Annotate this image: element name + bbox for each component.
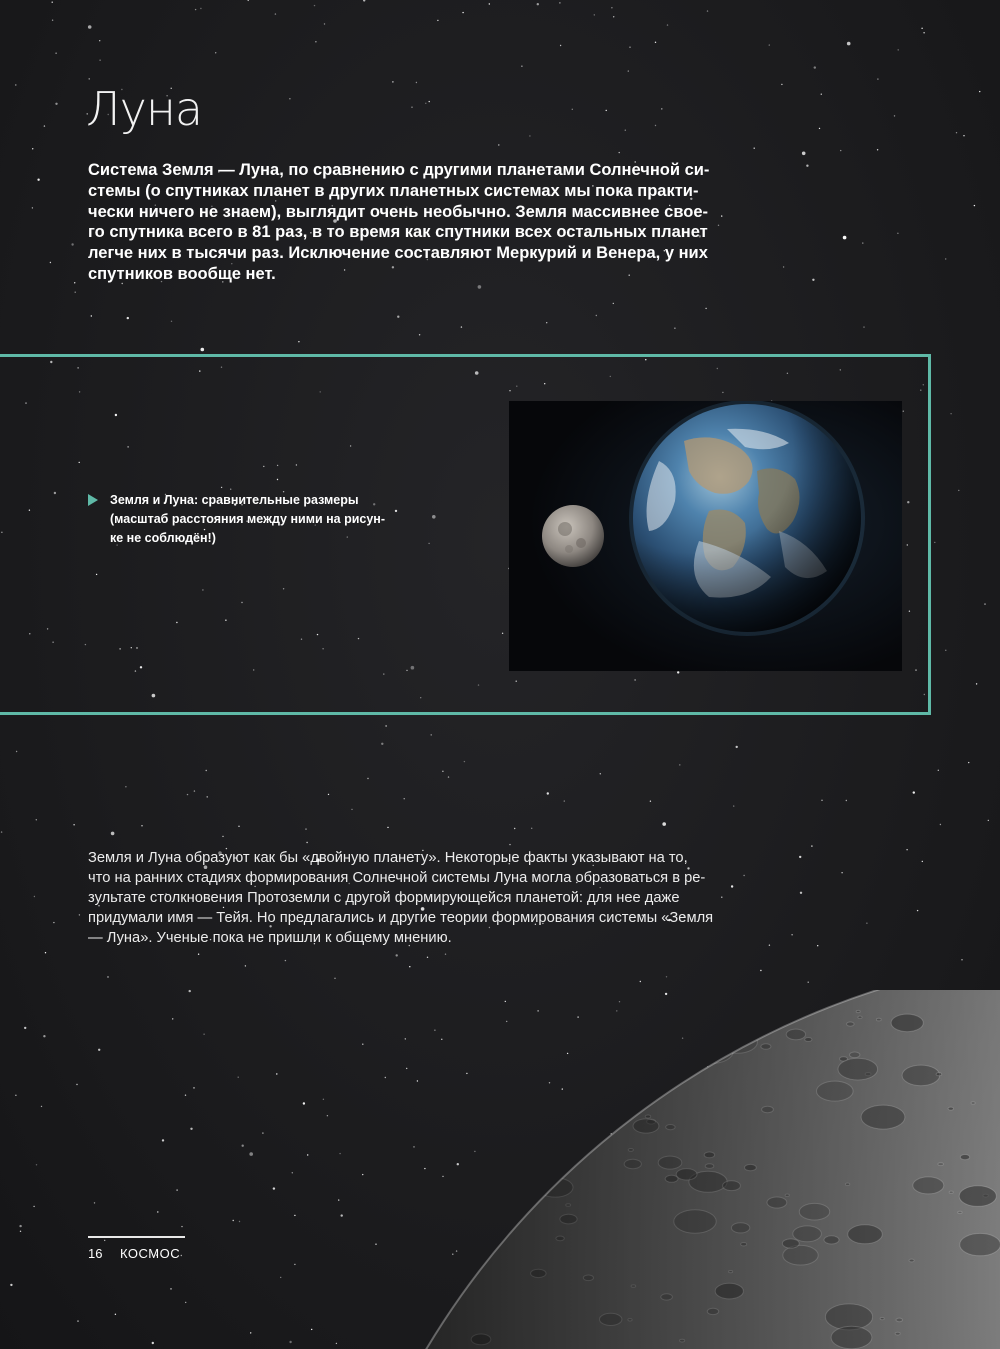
triangle-marker-icon — [88, 494, 98, 506]
intro-line: го спутника всего в 81 раз, в то время как спутники всех остальных планет — [88, 223, 708, 242]
body-paragraph — [88, 848, 800, 948]
earth-moon-image — [509, 401, 902, 671]
intro-line: спутников вообще нет. — [88, 264, 276, 283]
footer-rule — [88, 1236, 185, 1238]
moon-surface-image — [0, 990, 1000, 1349]
intro-line: стемы (о спутниках планет в других планетных системах мы пока практи- — [88, 181, 699, 200]
body-line: что на ранних стадиях формирования Солнечной системы Луна могла образоваться в ре- — [88, 870, 706, 886]
figure-caption — [88, 491, 433, 548]
caption-text — [88, 491, 433, 548]
body-line: зультате столкновения Протоземли с другой формирующейся планетой: для нее даже — [88, 890, 680, 906]
page-number: 16 — [88, 1246, 103, 1261]
intro-paragraph — [88, 160, 768, 285]
body-line: — Луна». Ученые пока не пришли к общему мнению. — [88, 930, 452, 946]
body-line: придумали имя — Тейя. Но предлагались и другие теории формирования системы «Земля — [88, 910, 714, 926]
caption-line: (масштаб расстояния между ними на рисун- — [110, 512, 386, 526]
body-line: Земля и Луна образуют как бы «двойную планету». Некоторые факты указывают на то, — [88, 850, 688, 866]
page-title: Луна — [86, 82, 203, 136]
intro-line: чески ничего не знаем), выглядит очень необычно. Земля массивнее свое- — [88, 202, 709, 221]
caption-line: Земля и Луна: сравнительные размеры — [110, 493, 359, 507]
intro-line: Система Земля — Луна, по сравнению с другими планетами Солнечной си- — [88, 161, 710, 179]
section-name: КОСМОС — [120, 1246, 181, 1261]
caption-line: ке не соблюдён!) — [110, 531, 216, 545]
intro-line: легче них в тысячи раз. Исключение составляют Меркурий и Венера, у них — [88, 244, 708, 263]
